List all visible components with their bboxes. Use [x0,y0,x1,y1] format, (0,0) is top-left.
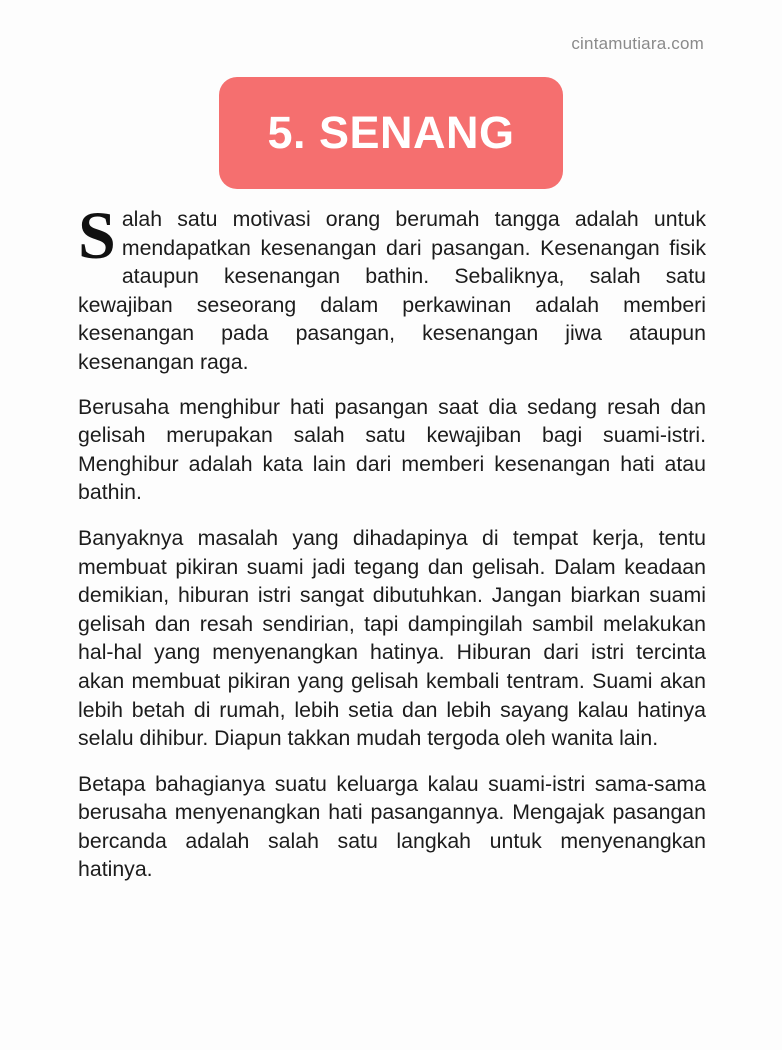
drop-cap-letter: S [78,197,116,273]
watermark: cintamutiara.com [571,34,704,53]
article-body [78,197,706,901]
paragraph-3: Banyaknya masalah yang dihadapinya di tempat kerja, tentu membuat pikiran suami jadi tegang dan gelisah. Dalam keadaan demikian, hiburan istri sangat dibutuhkan. Jangan biarkan suami gelisah dan resah sendirian, tapi dampingilah sambil melakukan hal-hal yang menyenangkan hatinya. Hiburan dari istri tercinta akan membuat pikiran yang gelisah kembali tentram. Suami akan lebih betah di rumah, lebih setia dan lebih sayang kalau hatinya selalu dihibur. Diapun takkan mudah tergoda oleh wanita lain. [78,525,706,751]
paragraph-4: Betapa bahagianya suatu keluarga kalau suami-istri sama-sama berusaha menyenangkan hati pasangannya. Mengajak pasangan bercanda adalah salah satu langkah untuk menyenangkan hatinya. [78,771,706,882]
paragraph-2: Berusaha menghibur hati pasangan saat dia sedang resah dan gelisah merupakan salah satu kewajiban bagi suami-istri. Menghibur adalah kata lain dari memberi kesenangan hati atau bathin. [78,394,706,505]
chapter-title: 5. SENANG [267,107,515,158]
title-banner [219,77,563,189]
paragraph-1 [78,197,706,377]
paragraph-1-text: alah satu motivasi orang berumah tangga adalah untuk mendapatkan kesenangan dari pasangan. Kesenangan fisik ataupun kesenangan bathin. Sebaliknya, salah satu kewajiban seseorang dalam perkawinan adalah memberi kesenangan pada pasangan, kesenangan jiwa ataupun kesenangan raga. [78,207,706,374]
